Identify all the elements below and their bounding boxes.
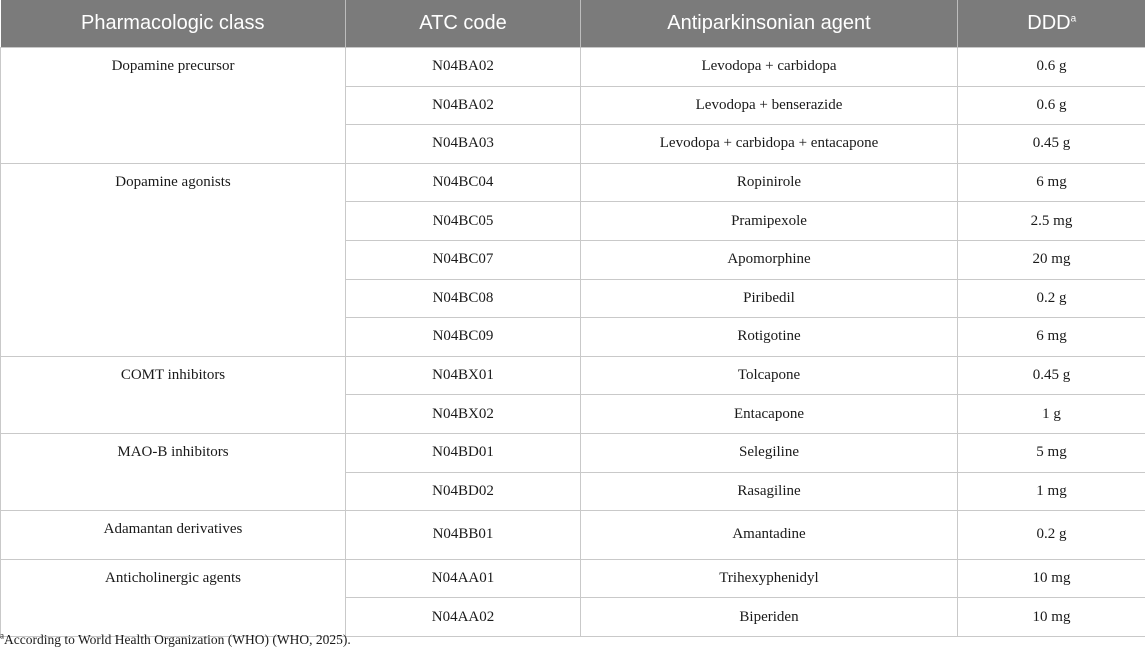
atc-code-cell: N04BX01 [346,356,581,395]
header-ddd-label: DDD [1027,12,1071,34]
agent-name-cell: Levodopa + carbidopa + entacapone [581,125,958,164]
agent-name-cell: Ropinirole [581,163,958,202]
pharmacologic-class-cell: COMT inhibitors [1,356,346,433]
pharmacologic-class-cell: Anticholinergic agents [1,559,346,636]
ddd-cell: 10 mg [958,598,1145,637]
pharmacologic-class-cell: Dopamine precursor [1,48,346,164]
ddd-cell: 2.5 mg [958,202,1145,241]
agent-name-cell: Levodopa + benserazide [581,86,958,125]
ddd-cell: 10 mg [958,559,1145,598]
atc-code-cell: N04BA02 [346,48,581,87]
footnote-marker: a [0,630,4,641]
atc-code-cell: N04AA02 [346,598,581,637]
table-footnote [0,632,351,648]
atc-code-cell: N04BC09 [346,318,581,357]
atc-code-cell: N04BD01 [346,433,581,472]
ddd-cell: 0.6 g [958,48,1145,87]
ddd-cell: 0.2 g [958,279,1145,318]
table-row [1,511,1145,560]
atc-code-cell: N04BC04 [346,163,581,202]
ddd-cell: 0.6 g [958,86,1145,125]
table-row [1,163,1145,202]
ddd-cell: 6 mg [958,318,1145,357]
agent-name-cell: Tolcapone [581,356,958,395]
agent-name-cell: Pramipexole [581,202,958,241]
ddd-cell: 5 mg [958,433,1145,472]
agent-name-cell: Selegiline [581,433,958,472]
ddd-cell: 0.45 g [958,125,1145,164]
table-body [1,48,1145,637]
header-row [1,0,1145,48]
atc-code-cell: N04BD02 [346,472,581,511]
ddd-cell: 1 g [958,395,1145,434]
atc-code-cell: N04BC08 [346,279,581,318]
header-atc: ATC code [346,0,581,48]
atc-code-cell: N04BA02 [346,86,581,125]
table-row [1,559,1145,598]
header-ddd-footnote-marker: a [1070,13,1077,25]
atc-code-cell: N04BA03 [346,125,581,164]
atc-code-cell: N04BB01 [346,511,581,560]
atc-code-cell: N04BX02 [346,395,581,434]
ddd-cell: 0.2 g [958,511,1145,560]
ddd-cell: 6 mg [958,163,1145,202]
agent-name-cell: Biperiden [581,598,958,637]
atc-code-cell: N04BC05 [346,202,581,241]
agent-name-cell: Apomorphine [581,240,958,279]
agent-name-cell: Piribedil [581,279,958,318]
agent-name-cell: Trihexyphenidyl [581,559,958,598]
header-agent: Antiparkinsonian agent [581,0,958,48]
agent-name-cell: Rotigotine [581,318,958,357]
table-row [1,433,1145,472]
agent-name-cell: Amantadine [581,511,958,560]
agent-name-cell: Rasagiline [581,472,958,511]
ddd-cell: 20 mg [958,240,1145,279]
pharmacologic-class-cell: MAO-B inhibitors [1,433,346,510]
agent-name-cell: Entacapone [581,395,958,434]
table-row [1,356,1145,395]
atc-code-cell: N04AA01 [346,559,581,598]
table-row [1,48,1145,87]
ddd-cell: 1 mg [958,472,1145,511]
pharmacologic-class-cell: Adamantan derivatives [1,511,346,560]
atc-code-cell: N04BC07 [346,240,581,279]
footnote-text: According to World Health Organization (WHO) (WHO, 2025). [4,632,351,647]
ddd-cell: 0.45 g [958,356,1145,395]
pharmacologic-class-cell: Dopamine agonists [1,163,346,356]
header-class: Pharmacologic class [1,0,346,48]
agent-name-cell: Levodopa + carbidopa [581,48,958,87]
header-ddd [958,0,1145,48]
